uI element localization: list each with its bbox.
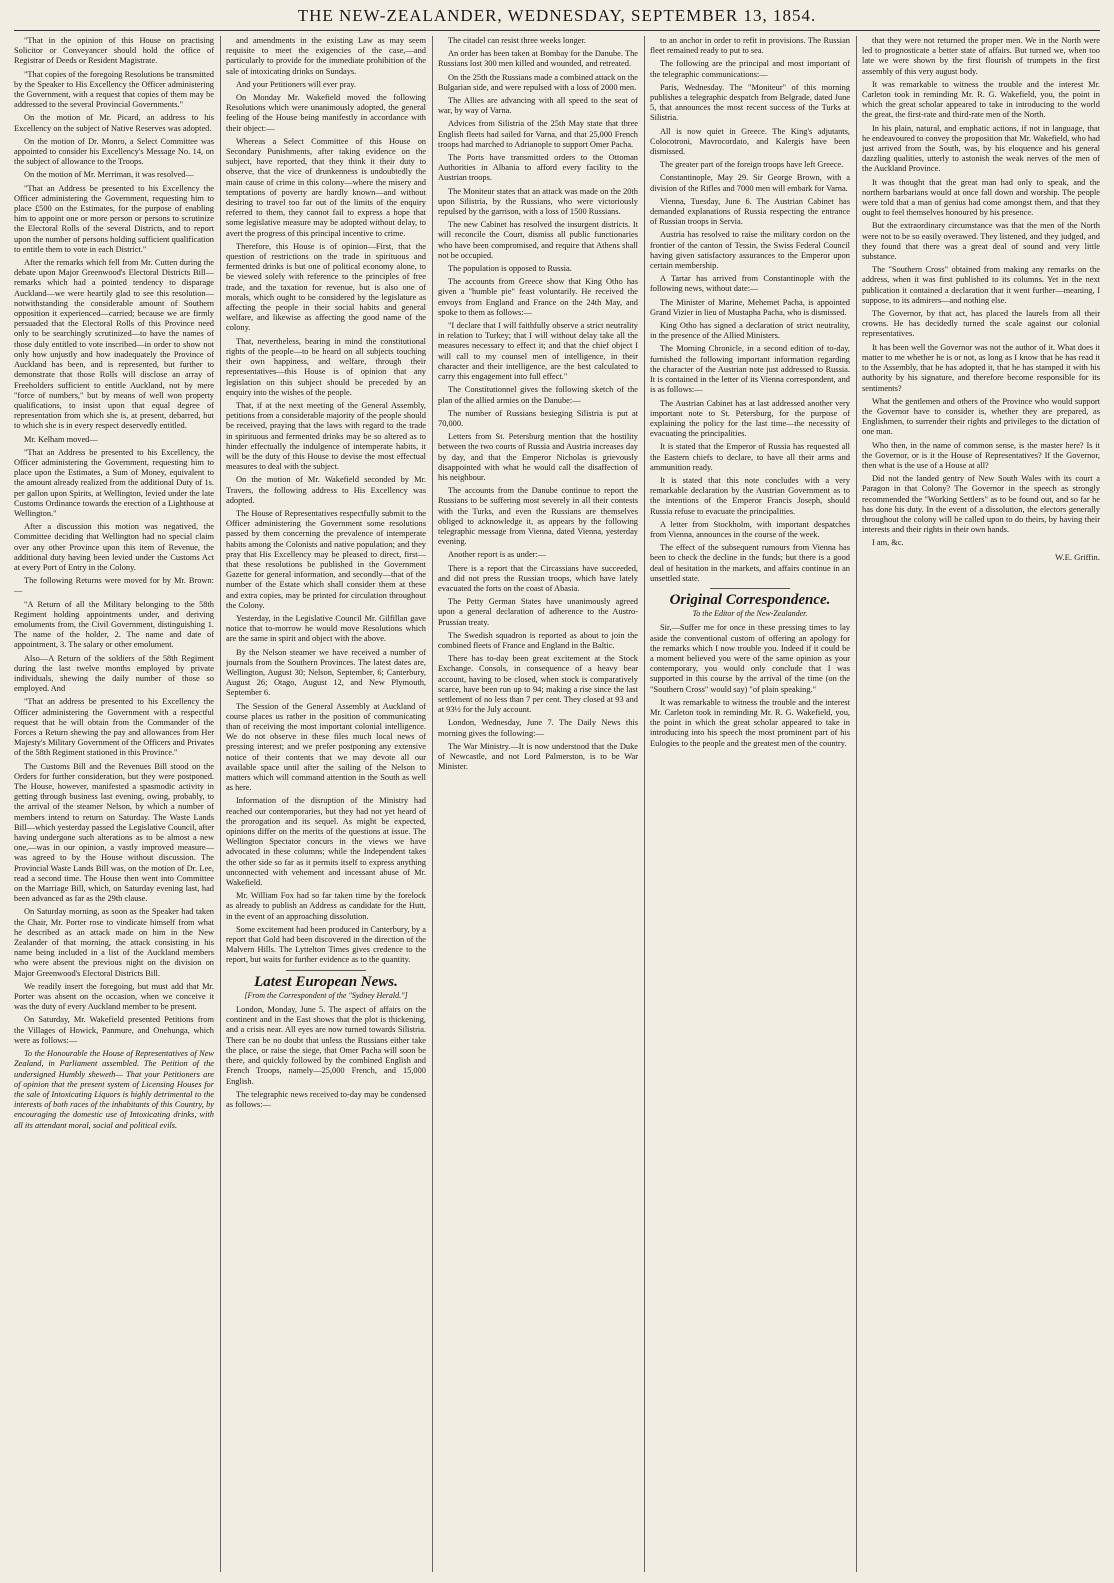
paragraph: The greater part of the foreign troops have left Greece. bbox=[660, 160, 844, 170]
masthead-rule bbox=[14, 30, 1100, 31]
paragraph: The Petty German States have unanimously agreed upon a general declaration of adherence to the Austro-Prussian treaty. bbox=[438, 597, 638, 627]
paragraph: A Tartar has arrived from Constantinople with the following news, without date:— bbox=[650, 274, 850, 294]
paragraph: Mr. Kelham moved— bbox=[24, 434, 98, 444]
paragraph: and amendments in the existing Law as may seem requisite to meet the exigencies of the case,—and particularly to provide for the immediate prohibition of the sale of intoxicating drinks on Sundays. bbox=[226, 36, 426, 76]
paragraph: King Otho has signed a declaration of strict neutrality, in the presence of the Allied Ministers. bbox=[650, 321, 850, 341]
paragraph: London, Monday, June 5. The aspect of affairs on the continent and in the East shows that the plot is thickening, and a crisis near. All eyes are now turned towards Silistria. There can be no doubt that unless the Russians either take the place, or raise the siege, that Omer Pacha will soon be there, and quickly followed by the combined English and French Troops, namely—25,000 French, and 15,000 English. bbox=[226, 1005, 426, 1086]
paragraph: In his plain, natural, and emphatic actions, if not in language, that he endeavoured to convey the proposition that Mr. Wakefield, who had just arrived from the South, was, by his eloquence and his general dazzling qualities, utterly to astonish the weak nerves of the men of the Auckland Province. bbox=[862, 123, 1100, 174]
paragraph: On the motion of Mr. Wakefield seconded by Mr. Travers, the following address to His Excellency was adopted. bbox=[226, 475, 426, 505]
column-divider bbox=[432, 36, 433, 1572]
paragraph: The telegraphic news received to-day may be condensed as follows:— bbox=[226, 1089, 426, 1109]
paragraph: On Monday Mr. Wakefield moved the following Resolutions which were unanimously adopted, the general feeling of the House being manifestly in accordance with their object:— bbox=[226, 93, 426, 133]
section-subline: To the Editor of the New-Zealander. bbox=[692, 609, 808, 619]
paragraph: The number of Russians besieging Silistria is put at 70,000. bbox=[438, 408, 638, 428]
paragraph: What the gentlemen and others of the Province who would support the Governor have to consider is, whether they are prepared, as Englishmen, to surrender their rights and privileges to the dictation of one man. bbox=[862, 396, 1100, 437]
paragraph: Paris, Wednesday. The "Moniteur" of this morning publishes a telegraphic despatch from Belgrade, dated June 5, that announces the most recent success of the Turks at Silistria. bbox=[650, 82, 850, 123]
paragraph: "That copies of the foregoing Resolutions be transmitted by the Speaker to His Excellency the Officer administering the Government, with a request that copies of them may be addressed to the several Provincial Governments." bbox=[14, 69, 214, 110]
paragraph: Mr. William Fox had so far taken time by the forelock as already to publish an Address as candidate for the Hutt, in the event of an approaching dissolution. bbox=[226, 891, 426, 921]
paragraph: Also—A Return of the soldiers of the 58th Regiment during the last twelve months employed by private individuals, shewing the daily number of those so employed. And bbox=[14, 653, 214, 694]
paragraph: The Allies are advancing with all speed to the seat of war, by way of Varna. bbox=[438, 96, 638, 116]
paragraph: It has been well the Governor was not the author of it. What does it matter to me whether he is or not, as long as I know that he has read it to the Assembly, that he has adopted it, that he has stamped it with his authority by his signature, and therefore become responsible for its sentiments? bbox=[862, 342, 1100, 393]
paragraph: The Constitutionnel gives the following sketch of the plan of the allied armies on the Danube:— bbox=[438, 385, 638, 405]
column-2 bbox=[226, 36, 426, 1572]
paragraph: The Morning Chronicle, in a second edition of to-day, furnished the following important information regarding the character of the Austrian note just addressed to Russia. It is contained in the letter of its Vienna correspondent, and is as follows:— bbox=[650, 344, 850, 395]
paragraph: On Saturday, Mr. Wakefield presented Petitions from the Villages of Howick, Panmure, and Onehunga, which were as follows:— bbox=[14, 1015, 214, 1045]
paragraph: London, Wednesday, June 7. The Daily News this morning gives the following:— bbox=[438, 718, 638, 738]
paragraph: The population is opposed to Russia. bbox=[448, 264, 572, 274]
paragraph: Some excitement had been produced in Canterbury, by a report that Gold had been discovered in the direction of the Malvern Hills. The Lyttelton Times gives credence to the report, but waits for further evidence as to the quantity. bbox=[226, 924, 426, 965]
paragraph: Therefore, this House is of opinion—First, that the question of restrictions on the trade in spirituous and fermented drinks is but one of political economy alone, to be viewed solely with reference to the principles of free trade, and the taxation for revenue, but is also one of morals, which ought to be considered by the legislature as affecting the people in their social habits and general welfare, and likewise as affecting the good name of the colony. bbox=[226, 241, 426, 333]
column-3 bbox=[438, 36, 638, 1572]
paragraph: that they were not returned the proper men. We in the North were led to prognosticate a better state of affairs. But turned we, when too late we were shown by the first flourish of trumpets in the first assembly of this very august body. bbox=[862, 36, 1100, 76]
section-heading-european-news: Latest European News. bbox=[254, 973, 398, 990]
letter-signature: W.E. Griffin. bbox=[1055, 551, 1100, 562]
section-rule bbox=[710, 588, 790, 589]
paragraph: Letters from St. Petersburg mention that the hostility between the two courts of Russia and Austria increases day by day, and that the Emperor Nicholas is grievously disappointed with what he would call the disaffection of his neighbour. bbox=[438, 432, 638, 482]
paragraph: The Swedish squadron is reported as about to join the combined fleets of France and England in the Baltic. bbox=[438, 630, 638, 650]
paragraph: The Minister of Marine, Mehemet Pacha, is appointed Grand Vizier in lieu of Mustapha Pacha, who is dismissed. bbox=[650, 297, 850, 317]
paragraph: The effect of the subsequent rumours from Vienna has been to check the decline in the funds; but there is a good deal of hesitation in the markets, and affairs continue in an unsettled state. bbox=[650, 543, 850, 583]
column-divider bbox=[644, 36, 645, 1572]
paragraph: It was thought that the great man had only to speak, and the northern barbarians would at once fall down and worship. The people were told that a man of genius had come amongst them, and that they ought to feel themselves honoured by his presence. bbox=[862, 177, 1100, 218]
column-4 bbox=[650, 36, 850, 1572]
paragraph: The following Returns were moved for by Mr. Brown:— bbox=[14, 576, 214, 596]
paragraph: I am, &c. bbox=[872, 538, 904, 548]
paragraph: to an anchor in order to refit in provisions. The Russian fleet remained ready to put to sea. bbox=[650, 36, 850, 56]
paragraph: Advices from Silistria of the 25th May state that three English fleets had sailed for Varna, and that 25,000 French troops had marched to Adrianople to support Omer Pacha. bbox=[438, 119, 638, 149]
paragraph: "That in the opinion of this House on practising Solicitor or Conveyancer should hold the office of Registrar of Deeds or Resident Magistrate. bbox=[14, 36, 214, 66]
paragraph: The Governor, by that act, has placed the laurels from all their crowns. He has decidedly turned the scale against our colonial representatives. bbox=[862, 309, 1100, 339]
paragraph: Constantinople, May 29. Sir George Brown, with a division of the Rifles and 7000 men will embark for Varna. bbox=[650, 173, 850, 193]
column-divider bbox=[856, 36, 857, 1572]
paragraph: After the remarks which fell from Mr. Cutten during the debate upon Major Greenwood's Electoral Districts Bill—remarks which had a pointed tendency to disparage Auckland—we were heartily glad to see this resolution—notwithstanding the considerable amount of Southern opposition it experienced—carried; because we are firmly persuaded that the Electoral Rolls of this Province need only to be searchingly scrutinized—to have the names of those duly entitled to vote inscribed—in order to show not only how unjustly and how inadequately the Province of Auckland has been, and is represented, but further to demonstrate that those Rolls will disclose an array of Freeholders sufficient to entitle Auckland, not by mere "force of numbers," but by means of well won property qualifications, to insist upon that equal degree of representation from which she is, at present, debarred, but to which she is in every respect deservedly entitled. bbox=[14, 258, 214, 431]
paragraph: The accounts from Greece show that King Otho has given a "humble pie" feast voluntarily. He received the envoys from England and France on the 24th May, and spoke to them as follows:— bbox=[438, 277, 638, 317]
column-1 bbox=[14, 36, 214, 1572]
paragraph: By the Nelson steamer we have received a number of journals from the Southern Provinces. The latest dates are, Wellington, August 30; Nelson, September, 6; Canterbury, August 26; Otago, August 12, and New Plymouth, September 6. bbox=[226, 647, 426, 698]
paragraph: Austria has resolved to raise the military cordon on the frontier of the canton of Tessin, the Swiss Federal Council having given satisfactory assurances to the Emperor upon certain membership. bbox=[650, 230, 850, 271]
paragraph: "That an address be presented to his Excellency the Officer administering the Government with a respectful request that he will obtain from the Commander of the Forces a Return shewing the pay and allowances from Her Majesty's Military Government of the Officers and Privates of the 58th Regiment stationed in this Province." bbox=[14, 697, 214, 758]
paragraph: It is stated that this note concludes with a very remarkable declaration by the Austrian Government as to the intentions of the Emperor Francis Joseph, should Russia refuse to evacuate the principalities. bbox=[650, 475, 850, 516]
paragraph: It was remarkable to witness the trouble and the interest Mr. Carleton took in reminding Mr. R. G. Wakefield, you, the point in which the great scholar appeared to take in introducing to the world the great, the first-rate and third-rate men of the North. bbox=[862, 79, 1100, 120]
column-1-text bbox=[14, 36, 214, 1131]
paragraph: Whereas a Select Committee of this House on Secondary Punishments, after taking evidence on the subject, have reported, that they think it their duty to observe, that the vice of drunkenness is undoubtedly the main cause of crime in this colony—where the misery and temptations of poverty are hardly known—and without desiring to travel too far out of the limits of the enquiry referred to them, they cannot fail to express a hope that some legislative measure may be adopted without delay, to avert the progress of this principal incentive to crime. bbox=[226, 136, 426, 238]
paragraph: It is stated that the Emperor of Russia has requested all the Eastern chiefs to declare, to have all their arms and ammunition ready. bbox=[650, 442, 850, 472]
paragraph: The Moniteur states that an attack was made on the 20th upon Silistria, by the Russians, who were victoriously repulsed by the garrison, with a loss of 1500 Russians. bbox=[438, 186, 638, 217]
paragraph: Sir,—Suffer me for once in these pressing times to lay aside the conventional custom of offering an apology for the remarks which I now trouble you. Indeed if it could be a moment believed you were of the same opinion as your contemporary, you would only conclude that I was supported in this course by the arrival of the time (on the "Southern Cross" would say) "of plain speaking." bbox=[650, 623, 850, 694]
paragraph: There is a report that the Circassians have succeeded, and did not press the Russian troops, which have lately evacuated the forts on the coast of Abasia. bbox=[438, 563, 638, 593]
section-heading-original-correspondence: Original Correspondence. bbox=[669, 591, 831, 608]
section-rule bbox=[286, 970, 366, 971]
paragraph: The Ports have transmitted orders to the Ottoman Authorities in Albania to afford every facility to the Austrian troops. bbox=[438, 153, 638, 183]
paragraph: Who then, in the name of common sense, is the master here? Is it the Governor, or is it the House of Representatives? If the Governor, then what is the use of a House at all? bbox=[862, 440, 1100, 470]
paragraph: On the 25th the Russians made a combined attack on the Bulgarian side, and were repulsed with a loss of 2000 men. bbox=[438, 72, 638, 92]
paragraph: Vienna, Tuesday, June 6. The Austrian Cabinet has demanded explanations of Russia respecting the entrance of Russian troops in Servia. bbox=[650, 196, 850, 227]
paragraph: And your Petitioners will ever pray. bbox=[236, 79, 356, 89]
paragraph: The new Cabinet has resolved the insurgent districts. It will reconcile the Court, dismiss all public functionaries who have been compromised, and require that Athens shall not be occupied. bbox=[438, 220, 638, 260]
paragraph: The accounts from the Danube continue to report the Russians to be suffering most severely in all their contests with the Turks, and even the Russians are themselves obliged to acknowledge it, as appears by the following telegraphic message from Vienna, dated Vienna, yesterday evening. bbox=[438, 486, 638, 547]
paragraph: That, nevertheless, bearing in mind the constitutional rights of the people—to be heard on all subjects touching their own happiness, and welfare, through their representatives—this House is of opinion that any legislation on this subject should be preceded by an enquiry into the wishes of the people. bbox=[226, 336, 426, 397]
paragraph: On Saturday morning, as soon as the Speaker had taken the Chair, Mr. Porter rose to vindicate himself from what he described as an attack made on him in the New Zealander of that morning, the attack consisting in his name being included in a list of the Auckland members who were absent the previous night on the division on Major Greenwood's Electoral Districts Bill. bbox=[14, 907, 214, 978]
section-subline: [From the Correspondent of the "Sydney Herald."] bbox=[244, 990, 408, 1000]
paragraph: The House of Representatives respectfully submit to the Officer administering the Government some resolutions passed by them concerning the prevalence of intemperate habits among the Colonists and native population; and they pray that His Excellency may be pleased to direct, first—that these resolutions be published in the Government Gazette for general information, and secondly—that of the number of the Estate which shall consider them at these and extra copies, may be printed for circulation throughout the Colony. bbox=[226, 508, 426, 610]
paragraph: After a discussion this motion was negatived, the Committee deciding that Wellington had no special claim over any other Province upon this item of Revenue, the additional duty having been levied under the Customs Act at every Port of Entry in the Colony. bbox=[14, 522, 214, 572]
paragraph: The following are the principal and most important of the telegraphic communications:— bbox=[650, 59, 850, 79]
paragraph: Yesterday, in the Legislative Council Mr. Gilfillan gave notice that to-morrow he would move Resolutions which are the same in spirit and object with the above. bbox=[226, 613, 426, 644]
paragraph: The War Ministry.—It is now understood that the Duke of Newcastle, and not Lord Palmerston, is to be War Minister. bbox=[438, 741, 638, 772]
paragraph: A letter from Stockholm, with important despatches from Vienna, announces in the course of the week. bbox=[650, 519, 850, 539]
paragraph: The Customs Bill and the Revenues Bill stood on the Orders for further consideration, but they were postponed. The House, however, manifested a spasmodic activity in getting through business last evening, owing, probably, to the arrival of the steamer Nelson, by which a number of members intend to return on Saturday. The Waste Lands Bill—which yesterday passed the Legislative Council, after having undergone such alterations as to be almost a new one,—was in our opinion, a vastly improved measure—was agreed to by the House without discussion. The Provincial Waste Lands Bill was, on the motion of Dr. Lee, read a second time. The House then went into Committee on the Marriage Bill, which, on Saturday evening last, had been advanced as far as the 29th clause. bbox=[14, 761, 214, 904]
paragraph: Did not the landed gentry of New South Wales with its court a Paragon in that Colony? The Governor in the speech as strongly recommended the "Working Settlers" as to be found out, and so far he has done his duty. In the event of a dissolution, the electors generally throughout the colony will be called upon to do theirs, by having their interests and their rights in their own hands. bbox=[862, 474, 1100, 535]
paragraph: An order has been taken at Bombay for the Danube. The Russians lost 300 men killed and wounded, and retreated. bbox=[438, 49, 638, 69]
paragraph: "I declare that I will faithfully observe a strict neutrality in relation to Turkey; that I will without delay take all the measures necessary to effect it; and that the chief object I will call to my counsel men of intelligence, in their character and their intelligence, are the best calculated to carry this engagement into full effect." bbox=[438, 321, 638, 382]
masthead: THE NEW-ZEALANDER, WEDNESDAY, SEPTEMBER 13, 1854. bbox=[297, 6, 817, 25]
paragraph: All is now quiet in Greece. The King's adjutants, Colocotroni, Mavrocordato, and Kalergis have been dismissed. bbox=[650, 126, 850, 157]
paragraph: "That an Address be presented to his Excellency, the Officer administering the Government, requesting him to place upon the Estimates, a Sum of Money, equivalent to the amount already realized from the additional Duty of 1s. per gallon upon Spirits, at Wellington, levied under the late Customs Ordinance towards the erection of a Lighthouse at Wellington." bbox=[14, 447, 214, 518]
paragraph: The citadel can resist three weeks longer. bbox=[448, 36, 586, 45]
paragraph: But the extraordinary circumstance was that the men of the North were not to be so easily overawed. They listened, and they judged, and they found that there was a great deal of sound and very little substance. bbox=[862, 221, 1100, 262]
paragraph: Another report is as under:— bbox=[448, 550, 547, 560]
paragraph: "A Return of all the Military belonging to the 58th Regiment holding appointments under, and deriving emoluments from, the Civil Government, distinguishing 1. The name of the holder, 2. The name and date of appointment, 3. The salary or other emolument. bbox=[14, 599, 214, 650]
paragraph: On the motion of Mr. Picard, an address to his Excellency on the subject of Native Reserves was adopted. bbox=[14, 113, 214, 133]
paragraph: To the Honourable the House of Representatives of New Zealand, in Parliament assembled. The Petition of the undersigned Humbly sheweth— That your Petitioners are of opinion that the present system of Licensing Houses for the sale of Intoxicating Liquors is highly detrimental to the interests of both races of the inhabitants of this Country, by encouraging the domestic use of Intoxicating drinks, with all its attendant moral, social and political evils. bbox=[14, 1049, 214, 1130]
paragraph: The Austrian Cabinet has at last addressed another very important note to St. Petersburg, for the purpose of explaining the policy for the last time—the necessity of evacuating the principalities. bbox=[650, 398, 850, 439]
paragraph: The "Southern Cross" obtained from making any remarks on the address, when it was first published to its columns. Yet in the next publication it contained a declaration that it went further—meaning, I suppose, to its admirers—and nothing else. bbox=[862, 265, 1100, 305]
paragraph: We readily insert the foregoing, but must add that Mr. Porter was absent on the occasion, when we conceive it was the duty of every Auckland member to be present. bbox=[14, 981, 214, 1012]
paragraph: On the motion of Dr. Monro, a Select Committee was appointed to consider his Excellency's Message No. 14, on the subject of allowance to the Troops. bbox=[14, 136, 214, 167]
paragraph: The Session of the General Assembly at Auckland of course places us rather in the position of communicating than of receiving the most important colonial intelligence. We do not observe in these files much local news of pressing interest; and we prefer postponing any extensive notice of their contents that we may devote all our available space until after the sailing of the Nelson to matters which will command attention in the South as well as here. bbox=[226, 701, 426, 793]
paragraph: There has to-day been great excitement at the Stock Exchange. Consols, in consequence of a heavy bear account, having to be closed, when stock is comparatively scarce, have been run up to 94; making a rise since the last settlement of no less than 7 per cent. They closed at 93 and at 93½ for the July account. bbox=[438, 654, 638, 715]
column-divider bbox=[220, 36, 221, 1572]
paragraph: "That an Address be presented to his Excellency the Officer administering the Government, requesting him to place £500 on the Estimates, for the purpose of enabling him to appoint one or more person or persons to scrutinize the Electoral Rolls of the several Districts, and to report upon the number of persons holding sufficient qualification to entitle them to vote in each District." bbox=[14, 183, 214, 254]
paragraph: On the motion of Mr. Merriman, it was resolved— bbox=[24, 170, 194, 180]
paragraph: Information of the disruption of the Ministry had reached our contemporaries, but they had not yet heard of the prorogation and its sequel. As might be expected, opinions differ on the merits of the questions at issue. The Wellington Spectator concurs in the views we have advocated in these columns; while the Independent takes the other side so far as it permits itself to express anything unconnected with vehement and incessant abuse of Mr. Wakefield. bbox=[226, 796, 426, 888]
column-5 bbox=[862, 36, 1100, 1572]
paragraph: It was remarkable to witness the trouble and the interest Mr. Carleton took in reminding Mr. R. G. Wakefield, you, the point in which the great scholar appeared to take in introducing into his speech the most prominent part of his Eulogies to the people and the greatest men of the country. bbox=[650, 697, 850, 748]
paragraph: That, if at the next meeting of the General Assembly, petitions from a considerable majority of the people should be received, praying that the laws with regard to the trade in spirituous and fermented drinks may be so altered as to hinder effectually the indulgence of intemperate habits, it will be the duty of this House to devise the most effectual measures to deal with the subject. bbox=[226, 400, 426, 472]
